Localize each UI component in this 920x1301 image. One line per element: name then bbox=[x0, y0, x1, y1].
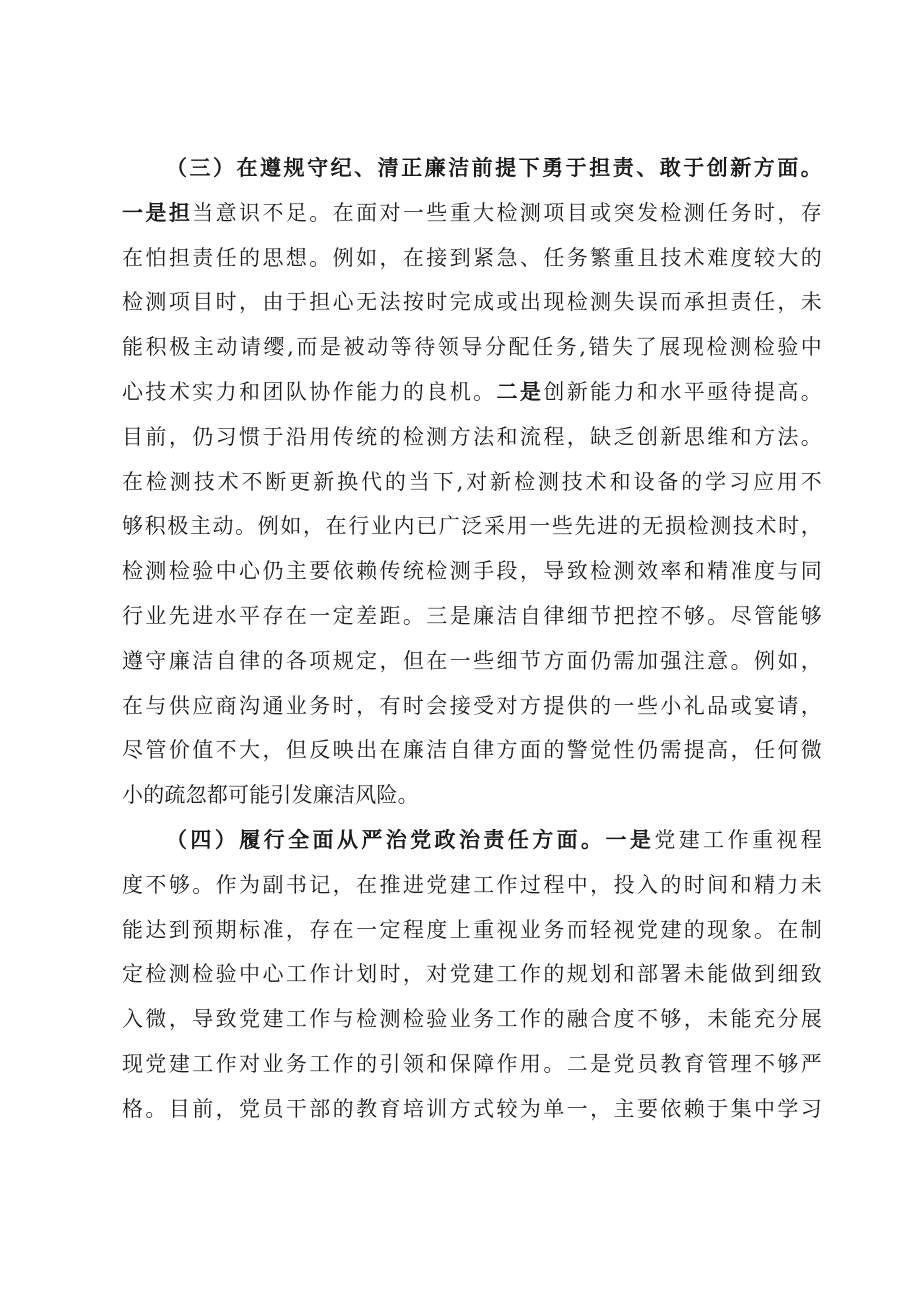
section-heading: （三）在遵规守纪、清正廉洁前提下勇于担责、敢于创新方面。 bbox=[166, 155, 822, 180]
paragraph-line: 在检测技术不断更新换代的当下,对新检测技术和设备的学习应用不 bbox=[122, 469, 822, 494]
section-heading: （四）履行全面从严治党政治责任方面。 bbox=[166, 826, 606, 852]
paragraph-line: 够积极主动。例如，在行业内已广泛采用一些先进的无损检测技术时， bbox=[122, 514, 822, 539]
paragraph-line: 目前，仍习惯于沿用传统的检测方法和流程，缺乏创新思维和方法。 bbox=[122, 424, 822, 449]
paragraph-line: 能达到预期标准，存在一定程度上重视业务而轻视党建的现象。在制 bbox=[122, 917, 822, 942]
paragraph-line: 能积极主动请缨,而是被动等待领导分配任务,错失了展现检测检验中 bbox=[122, 335, 822, 360]
body-text: 党建工作重视程 bbox=[654, 827, 822, 852]
paragraph-line: 检测检验中心仍主要依赖传统检测手段，导致检测效率和精准度与同 bbox=[122, 559, 822, 584]
body-text: 心技术实力和团队协作能力的良机。 bbox=[122, 379, 497, 404]
paragraph-line bbox=[122, 370, 822, 415]
document-page bbox=[122, 146, 822, 1132]
paragraph-line: 检测项目时，由于担心无法按时完成或出现检测失误而承担责任，未 bbox=[122, 290, 822, 315]
emphasis-text: 二是 bbox=[496, 378, 544, 404]
paragraph-line: 小的疏忽都可能引发廉洁风险。 bbox=[122, 783, 419, 808]
paragraph-line bbox=[122, 818, 822, 863]
body-text: 当意识不足。在面对一些重大检测项目或突发检测任务时，存 bbox=[192, 200, 822, 225]
emphasis-text: 一是担 bbox=[122, 199, 193, 225]
paragraph-line bbox=[122, 191, 822, 236]
paragraph-line: 度不够。作为副书记，在推进党建工作过程中，投入的时间和精力未 bbox=[122, 872, 822, 897]
paragraph-line: 定检测检验中心工作计划时，对党建工作的规划和部署未能做到细致 bbox=[122, 962, 822, 987]
paragraph-line: 格。目前，党员干部的教育培训方式较为单一，主要依赖于集中学习 bbox=[122, 1096, 822, 1121]
paragraph-line: 在怕担责任的思想。例如，在接到紧急、任务繁重且技术难度较大的 bbox=[122, 245, 822, 270]
paragraph-line bbox=[122, 146, 822, 191]
body-text: 创新能力和水平亟待提高。 bbox=[543, 379, 822, 404]
paragraph-line: 尽管价值不大，但反映出在廉洁自律方面的警觉性仍需提高，任何微 bbox=[122, 738, 822, 763]
paragraph-line: 在与供应商沟通业务时，有时会接受对方提供的一些小礼品或宴请， bbox=[122, 693, 822, 718]
paragraph-line: 现党建工作对业务工作的引领和保障作用。二是党员教育管理不够严 bbox=[122, 1051, 822, 1076]
emphasis-text: 一是 bbox=[605, 826, 655, 852]
paragraph-line: 遵守廉洁自律的各项规定，但在一些细节方面仍需加强注意。例如， bbox=[122, 648, 822, 673]
paragraph-line: 入微，导致党建工作与检测检验业务工作的融合度不够，未能充分展 bbox=[122, 1007, 822, 1032]
paragraph-line: 行业先进水平存在一定差距。三是廉洁自律细节把控不够。尽管能够 bbox=[122, 603, 822, 628]
